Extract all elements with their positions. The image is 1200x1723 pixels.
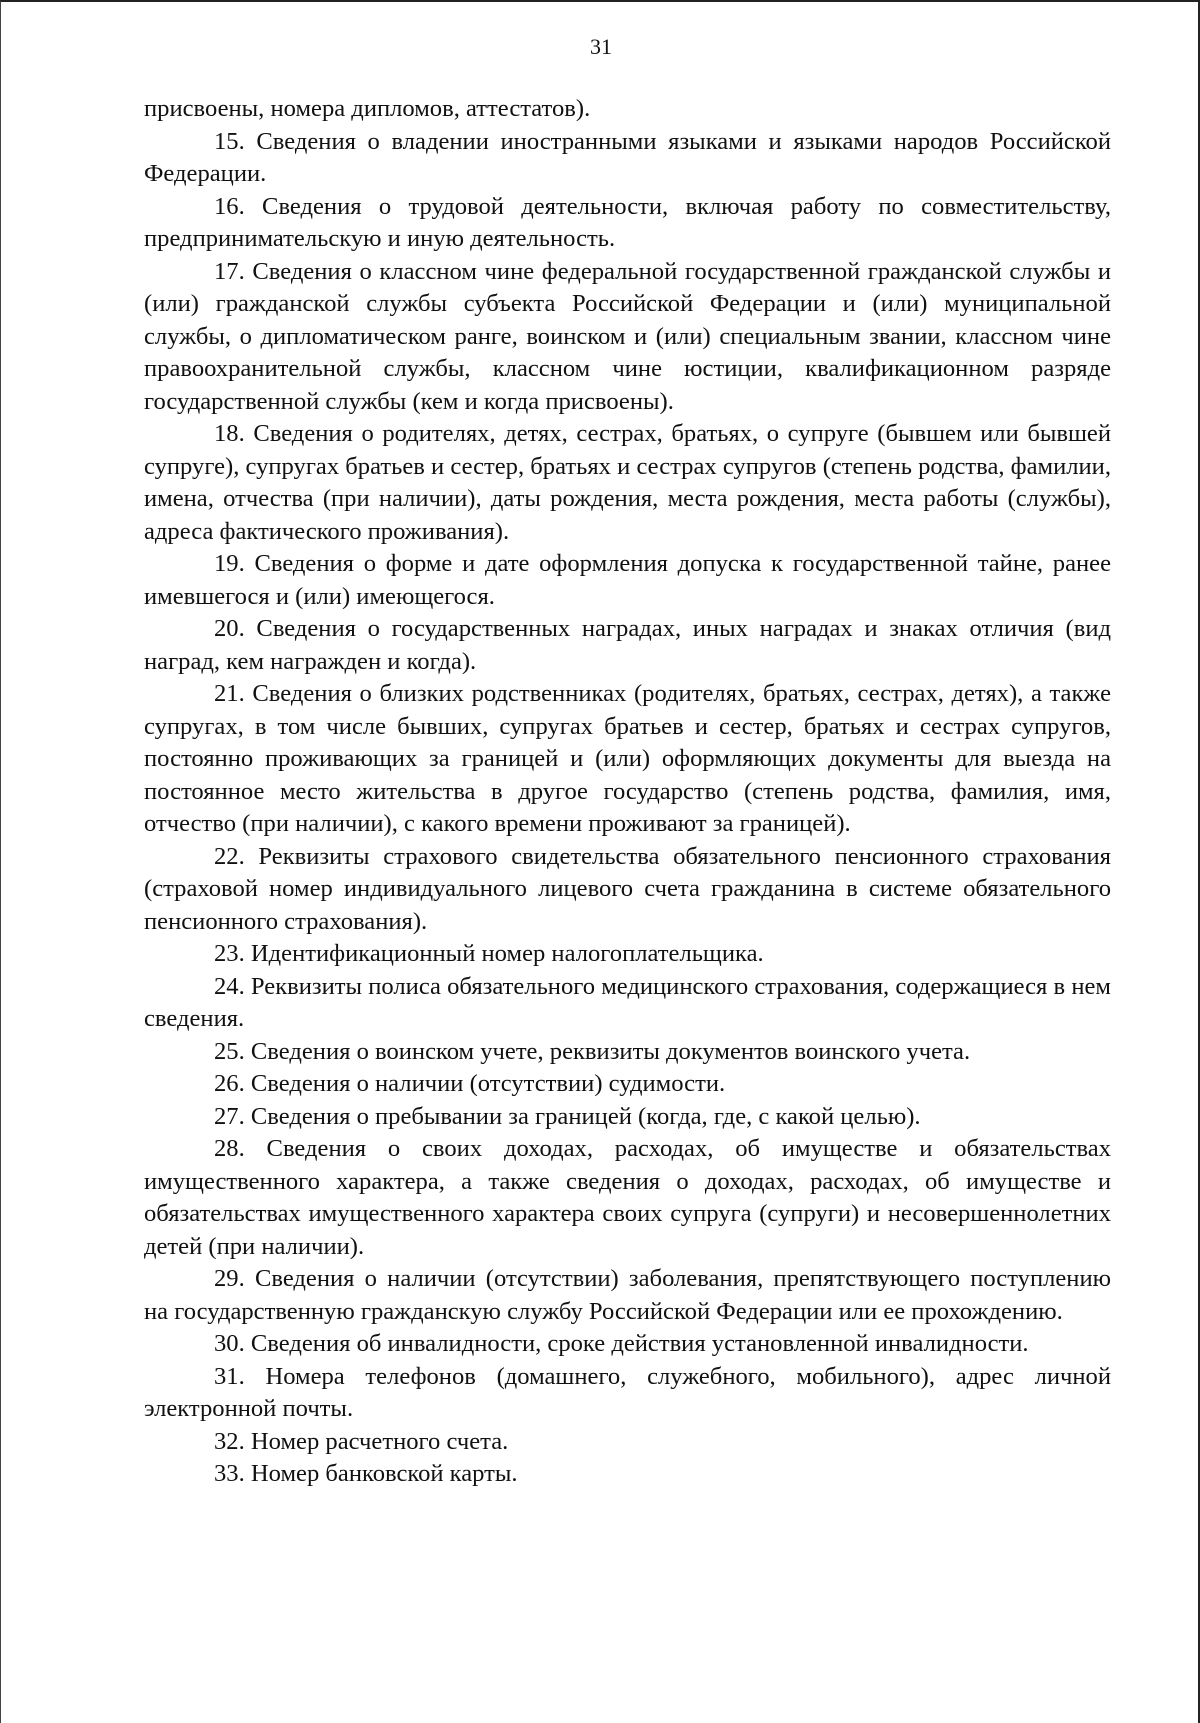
paragraph-continuation: присвоены, номера дипломов, аттестатов). bbox=[144, 95, 591, 122]
paragraph-item-25: 25. Сведения о воинском учете, реквизиты документов воинского учета. bbox=[214, 1037, 971, 1065]
paragraph-item-27: 27. Сведения о пребывании за границей (когда, где, с какой целью). bbox=[214, 1102, 921, 1130]
paragraph-item-31: 31. Номера телефонов (домашнего, служебного, мобильного), адрес личной электронной почты. bbox=[144, 1362, 1111, 1422]
paragraph-item-21: 21. Сведения о близких родственниках (родителях, братьях, сестрах, детях), а также супругах, в том числе бывших, супругах братьев и сестер, братьях и сестрах супругов, постоянно проживающих за границей и (или) оформляющих документы для выезда на постоянное место жительства в другое государство (степень родства, фамилия, имя, отчество (при наличии), с какого времени проживают за границей). bbox=[144, 680, 1111, 837]
paragraph-item-26: 26. Сведения о наличии (отсутствии) судимости. bbox=[214, 1070, 726, 1097]
paragraph-item-19: 19. Сведения о форме и дате оформления допуска к государственной тайне, ранее имевшегося и (или) имеющегося. bbox=[144, 550, 1111, 610]
paragraph-item-22: 22. Реквизиты страхового свидетельства обязательного пенсионного страхования (страховой номер индивидуального лицевого счета гражданина в системе обязательного пенсионного страхования). bbox=[144, 842, 1111, 935]
page-number: 31 bbox=[590, 34, 612, 59]
paragraph-item-15: 15. Сведения о владении иностранными языками и языками народов Российской Федерации. bbox=[144, 127, 1111, 187]
paragraph-item-23: 23. Идентификационный номер налогоплательщика. bbox=[214, 940, 764, 967]
paragraph-item-24: 24. Реквизиты полиса обязательного медицинского страхования, содержащиеся в нем сведения. bbox=[144, 972, 1111, 1032]
paragraph-item-20: 20. Сведения о государственных наградах, иных наградах и знаках отличия (вид наград, кем награжден и когда). bbox=[144, 615, 1111, 675]
paragraph-item-28: 28. Сведения о своих доходах, расходах, об имуществе и обязательствах имущественного характера, а также сведения о доходах, расходах, об имуществе и обязательствах имущественного характера своих супруга (супруги) и несовершеннолетних детей (при наличии). bbox=[144, 1135, 1111, 1260]
paragraph-item-17: 17. Сведения о классном чине федеральной государственной гражданской службы и (или) гражданской службы субъекта Российской Федерации и (или) муниципальной службы, о дипломатическом ранге, воинском и (или) специальным звании, классном чине правоохранительной службы, классном чине юстиции, квалификационном разряде государственной службы (кем и когда присвоены). bbox=[144, 257, 1111, 415]
paragraph-item-16: 16. Сведения о трудовой деятельности, включая работу по совместительству, предпринимательскую и иную деятельность. bbox=[144, 192, 1111, 252]
document-body bbox=[144, 93, 1111, 1491]
paragraph-item-32: 32. Номер расчетного счета. bbox=[214, 1427, 509, 1455]
paragraph-item-33: 33. Номер банковской карты. bbox=[214, 1460, 518, 1487]
paragraph-item-18: 18. Сведения о родителях, детях, сестрах, братьях, о супруге (бывшем или бывшей супруге), супругах братьев и сестер, братьях и сестрах супругов (степень родства, фамилии, имена, отчества (при наличии), даты рождения, места рождения, места работы (службы), адреса фактического проживания). bbox=[144, 420, 1111, 545]
paragraph-item-30: 30. Сведения об инвалидности, сроке действия установленной инвалидности. bbox=[214, 1330, 1029, 1357]
paragraph-item-29: 29. Сведения о наличии (отсутствии) заболевания, препятствующего поступлению на государственную гражданскую службу Российской Федерации или ее прохождению. bbox=[144, 1265, 1111, 1325]
